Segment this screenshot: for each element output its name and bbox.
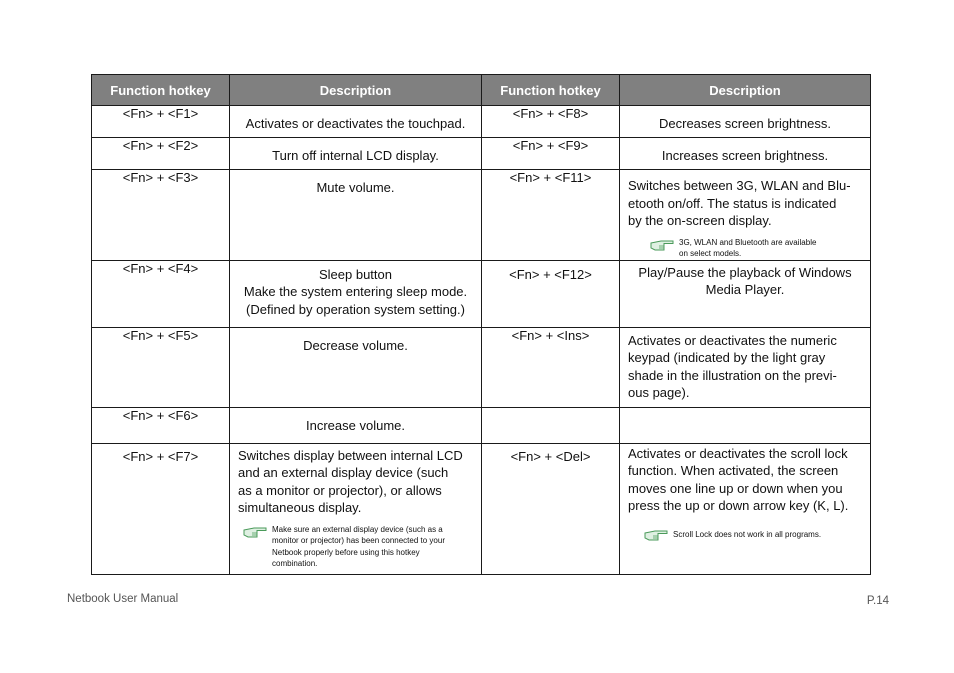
pointing-hand-icon: [650, 239, 675, 256]
description-line: and an external display device (such: [238, 465, 449, 480]
note-text: [272, 524, 445, 570]
header-function-hotkey: Function hotkey: [92, 75, 230, 106]
description-line: Activates or deactivates the numeric: [628, 332, 837, 348]
description-cell: [620, 407, 871, 443]
hotkey-table: [91, 74, 871, 575]
description-cell: [620, 170, 871, 261]
note-line: Netbook properly before using this hotkey: [272, 547, 420, 557]
hotkey-cell: [482, 407, 620, 443]
description-line: as a monitor or projector), or allows: [238, 482, 442, 498]
description-cell: Decreases screen brightness.: [620, 106, 871, 138]
page-number: P.14: [866, 595, 889, 607]
note-text: [679, 237, 816, 260]
hotkey-cell: <Fn> + <F4>: [92, 260, 230, 327]
note-line: 3G, WLAN and Bluetooth are available: [679, 237, 817, 247]
description-cell: Turn off internal LCD display.: [230, 138, 482, 170]
description-line: press the up or down arrow key (K, L).: [628, 498, 849, 513]
description-line: Play/Pause the playback of Windows: [638, 264, 852, 280]
pointing-hand-icon: [243, 526, 268, 543]
description-cell: [230, 260, 482, 327]
hotkey-cell: <Fn> + <F11>: [482, 170, 620, 261]
hotkey-cell: <Fn> + <F7>: [92, 443, 230, 574]
description-line: etooth on/off. The status is indicated: [628, 195, 837, 211]
table-row: [92, 138, 871, 170]
description-cell: [620, 443, 871, 574]
description-cell: Increases screen brightness.: [620, 138, 871, 170]
description-line: (Defined by operation system setting.): [246, 301, 465, 317]
description-line: by the on-screen display.: [628, 213, 772, 228]
table-row: [92, 443, 871, 574]
description-line: Sleep button: [318, 266, 392, 282]
description-cell: Mute volume.: [230, 170, 482, 261]
header-description: Description: [620, 75, 871, 106]
table-header-row: [92, 75, 871, 106]
note-line: monitor or projector) has been connected to your: [272, 536, 445, 545]
description-cell: [620, 327, 871, 407]
description-line: moves one line up or down when you: [628, 480, 843, 496]
description-cell: [230, 443, 482, 574]
description-cell: [620, 260, 871, 327]
note: [243, 524, 473, 570]
description-cell: Activates or deactivates the touchpad.: [230, 106, 482, 138]
hotkey-cell: <Fn> + <F2>: [92, 138, 230, 170]
table-row: [92, 327, 871, 407]
note-line: combination.: [272, 559, 318, 568]
header-function-hotkey: Function hotkey: [482, 75, 620, 106]
hotkey-cell: <Fn> + <F3>: [92, 170, 230, 261]
hotkey-cell: <Fn> + <F1>: [92, 106, 230, 138]
description-line: simultaneous display.: [238, 500, 362, 515]
note-line: Make sure an external display device (such as a: [272, 524, 443, 534]
hotkey-cell: <Fn> + <F5>: [92, 327, 230, 407]
note-text: Scroll Lock does not work in all programs.: [673, 529, 822, 539]
note-line: on select models.: [679, 249, 742, 258]
description-line: Switches display between internal LCD: [238, 447, 463, 463]
hotkey-cell: <Fn> + <F6>: [92, 407, 230, 443]
description-line: function. When activated, the screen: [628, 463, 839, 478]
description-line: Make the system entering sleep mode.: [243, 284, 468, 299]
description-line: Activates or deactivates the scroll lock: [628, 445, 848, 461]
description-line: Media Player.: [705, 282, 785, 297]
description-cell: Decrease volume.: [230, 327, 482, 407]
description-line: ous page).: [628, 385, 690, 400]
table-row: [92, 260, 871, 327]
description-line: keypad (indicated by the light gray: [628, 350, 826, 365]
hotkey-cell: <Fn> + <Del>: [482, 443, 620, 574]
hotkey-cell: <Fn> + <F12>: [482, 260, 620, 327]
hotkey-cell: <Fn> + <F9>: [482, 138, 620, 170]
footer-manual-title: Netbook User Manual: [67, 593, 179, 605]
hotkey-cell: <Fn> + <F8>: [482, 106, 620, 138]
description-cell: Increase volume.: [230, 407, 482, 443]
description-line: shade in the illustration on the previ-: [628, 367, 837, 383]
hotkey-cell: <Fn> + <Ins>: [482, 327, 620, 407]
pointing-hand-icon: [644, 529, 669, 546]
header-description: Description: [230, 75, 482, 106]
table-row: [92, 170, 871, 261]
description-line: Switches between 3G, WLAN and Blu-: [628, 178, 851, 193]
note: [650, 237, 862, 260]
table-row: [92, 407, 871, 443]
note: [644, 527, 862, 546]
table-row: [92, 106, 871, 138]
